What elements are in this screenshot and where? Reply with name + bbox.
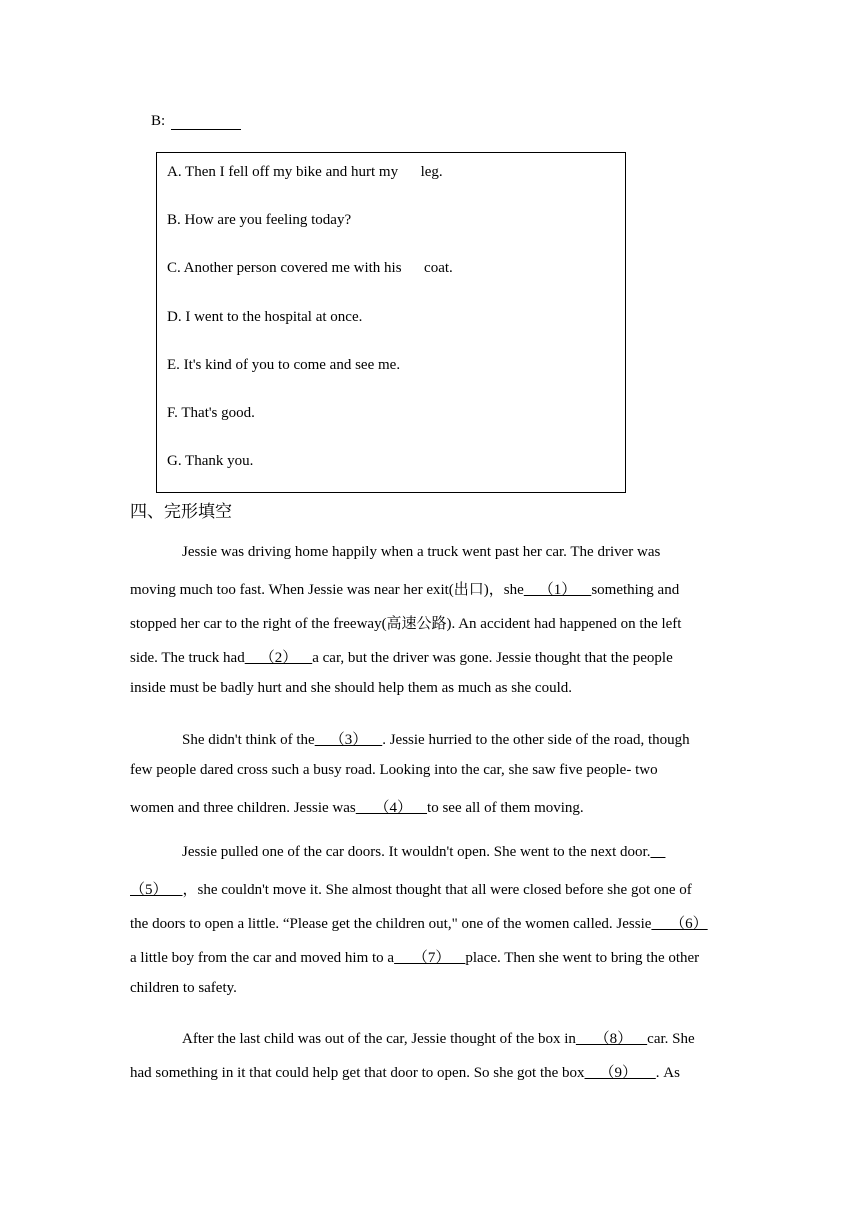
speaker-label: B: (151, 113, 166, 129)
text-line: children to safety. (130, 980, 237, 996)
text-line: moving much too fast. When Jessie was near her exit(出口)，she （1） something and (130, 582, 680, 598)
answer-blank[interactable] (171, 115, 241, 130)
text-line: women and three children. Jessie was （4） to see all of them moving. (130, 800, 584, 816)
text-line: inside must be badly hurt and she should help them as much as she could. (130, 680, 573, 696)
options-box (156, 152, 626, 493)
text-line: side. The truck had （2） a car, but the driver was gone. Jessie thought that the people (130, 650, 673, 666)
text-line: After the last child was out of the car, Jessie thought of the box in （8） car. She (182, 1031, 695, 1047)
text-line: few people dared cross such a busy road. Looking into the car, she saw five people- two (130, 762, 658, 778)
option-c: C. Another person covered me with his coat. (167, 260, 453, 276)
option-g: G. Thank you. (167, 453, 254, 469)
blank-5[interactable]: （5） (130, 882, 183, 898)
text-line: a little boy from the car and moved him to a （7） place. Then she went to bring the other (130, 950, 700, 966)
blank-7[interactable]: （7） (394, 950, 466, 966)
text-line: Jessie was driving home happily when a truck went past her car. The driver was (182, 544, 661, 560)
blank-2[interactable]: （2） (244, 650, 313, 666)
section-title: 四、完形填空 (130, 502, 232, 522)
text-line: had something in it that could help get that door to open. So she got the box （9） . As (130, 1065, 680, 1081)
option-e: E. It's kind of you to come and see me. (167, 357, 401, 373)
blank-4[interactable]: （4） (355, 800, 428, 816)
text-line: the doors to open a little. “Please get the children out," one of the women called. Jessie （6） (130, 916, 708, 932)
option-f: F. That's good. (167, 405, 255, 421)
option-a: A. Then I fell off my bike and hurt my leg. (167, 164, 443, 180)
option-b: B. How are you feeling today? (167, 212, 352, 228)
blank-5-start[interactable] (650, 844, 665, 860)
blank-3[interactable]: （3） (314, 732, 383, 748)
blank-6[interactable]: （6） (651, 916, 708, 932)
text-line: She didn't think of the （3） . Jessie hurried to the other side of the road, though (182, 732, 690, 748)
blank-8[interactable]: （8） (575, 1031, 648, 1047)
text-line: stopped her car to the right of the freeway(高速公路). An accident had happened on the left (130, 616, 682, 632)
blank-1[interactable]: （1） (523, 582, 592, 598)
text-line: （5） ，she couldn't move it. She almost thought that all were closed before she got one of (130, 882, 692, 898)
option-d: D. I went to the hospital at once. (167, 309, 363, 325)
dialogue-line-b (151, 113, 241, 130)
blank-9[interactable]: （9） (584, 1065, 656, 1081)
text-line: Jessie pulled one of the car doors. It wouldn't open. She went to the next door. (182, 844, 665, 861)
